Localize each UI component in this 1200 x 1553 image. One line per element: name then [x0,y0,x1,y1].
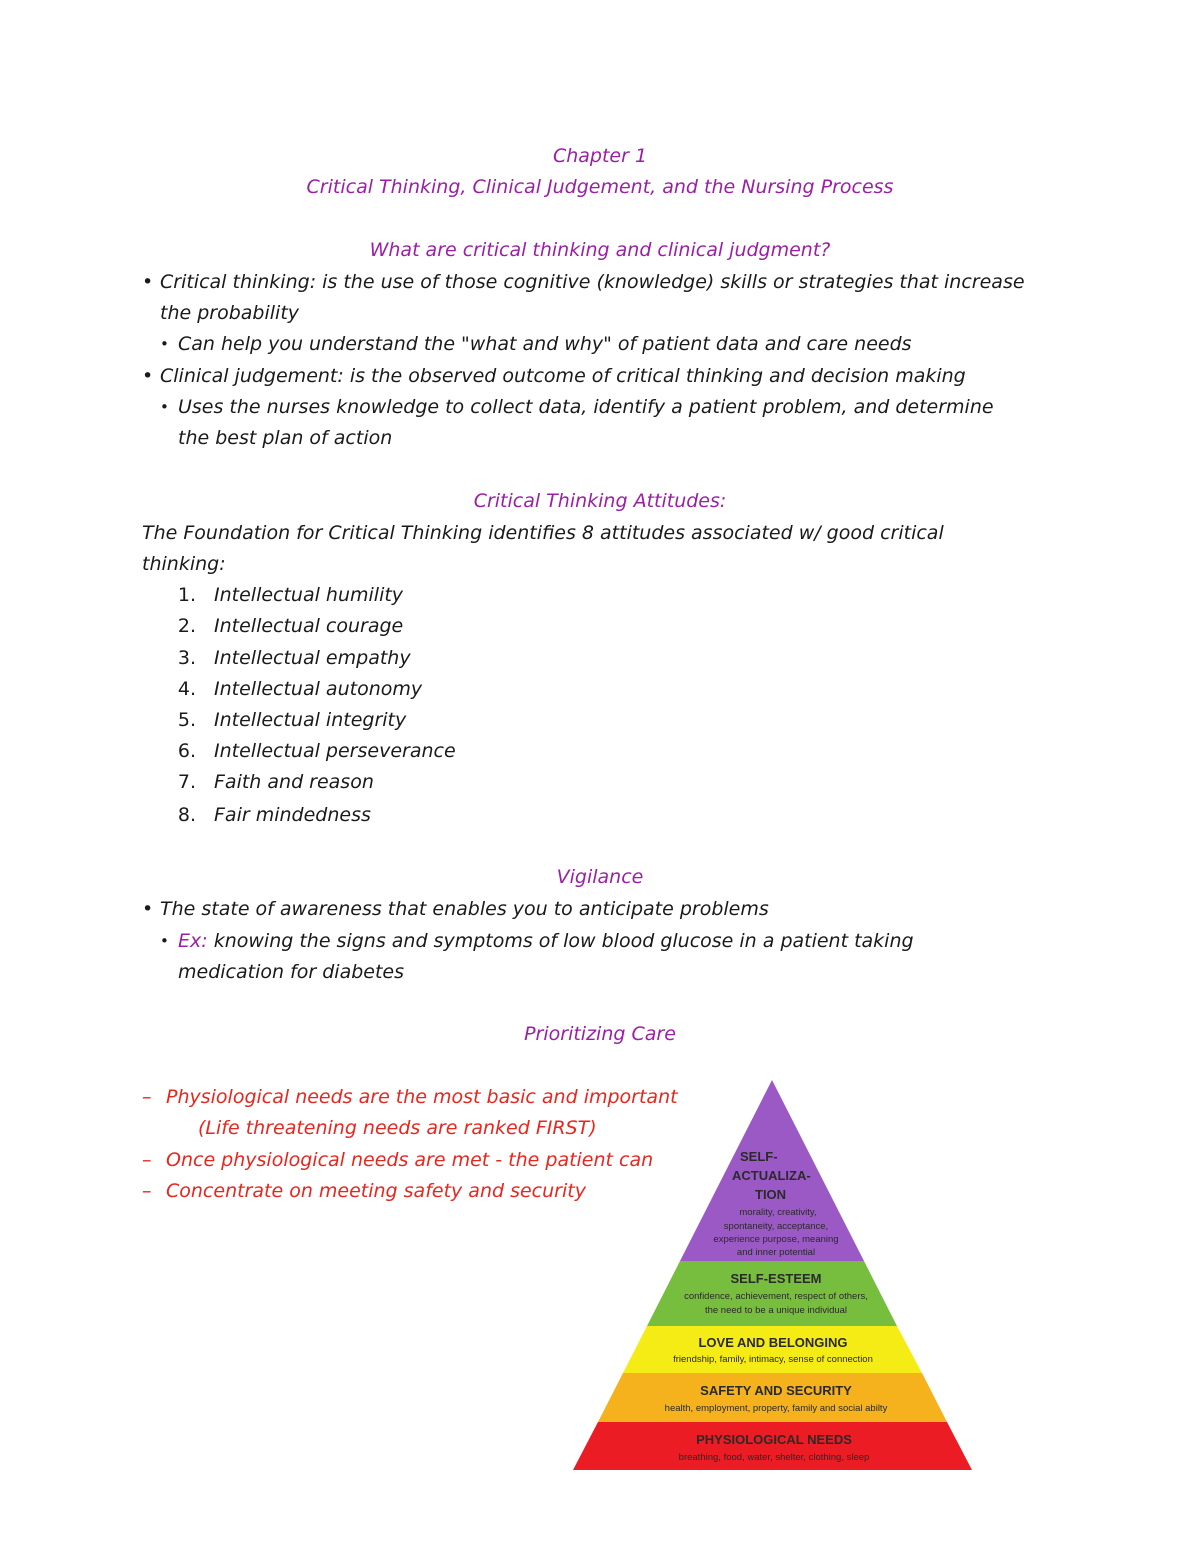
list-number: 1. [177,584,196,606]
physiological-desc: breathing, food, water, shelter, clothing, sleep [678,1452,870,1463]
vigilance-example [178,926,914,956]
example-label: Ex: [178,930,208,952]
example-text: knowing the signs and symptoms of low blood glucose in a patient taking [213,930,914,952]
priority-point-1: Physiological needs are the most basic and important [166,1086,678,1108]
list-item: Intellectual empathy [214,647,411,669]
list-number: 7. [177,771,196,793]
dash-marker: – [142,1149,152,1171]
list-item: Intellectual autonomy [214,678,423,700]
self-actualization-title-2: ACTUALIZA- [732,1168,811,1183]
dash-marker: – [142,1086,152,1108]
sub-bullet-dot: • [160,932,169,950]
section-heading-vigilance: Vigilance [556,866,644,888]
list-item: Intellectual humility [214,584,404,606]
self-esteem-title: SELF-ESTEEM [730,1271,822,1286]
vigilance-example-cont: medication for diabetes [178,961,404,983]
safety-security-title: SAFETY AND SECURITY [700,1383,852,1398]
priority-point-1-cont: (Life threatening needs are ranked FIRST) [198,1117,597,1139]
list-number: 6. [177,740,196,762]
priority-point-2: Once physiological needs are met - the patient can [166,1149,654,1171]
attitudes-intro: The Foundation for Critical Thinking identifies 8 attitudes associated w/ good critical [142,522,944,544]
safety-security-desc: health, employment, property, family and social abilty [664,1403,888,1414]
dash-marker: – [142,1180,152,1202]
clinical-judgement-sub-point-cont: the best plan of action [178,427,393,449]
self-esteem-desc-2: the need to be a unique individual [704,1305,848,1316]
list-number: 2. [177,615,196,637]
love-belonging-title: LOVE AND BELONGING [698,1335,848,1350]
priority-point-3: Concentrate on meeting safety and security [166,1180,586,1202]
self-esteem-desc-1: confidence, achievement, respect of others, [684,1291,868,1302]
maslow-pyramid [570,1075,975,1475]
list-item: Faith and reason [214,771,374,793]
critical-thinking-definition-cont: the probability [160,302,300,324]
critical-thinking-definition: Critical thinking: is the use of those cognitive (knowledge) skills or strategies that increase [160,271,1025,293]
bullet-dot: • [142,271,154,293]
physiological-title: PHYSIOLOGICAL NEEDS [696,1432,852,1447]
list-item: Intellectual perseverance [214,740,456,762]
section-heading-critical-thinking: What are critical thinking and clinical judgment? [369,239,831,261]
list-number: 3. [177,647,196,669]
list-item: Intellectual integrity [214,709,407,731]
clinical-judgement-definition: Clinical judgement: is the observed outcome of critical thinking and decision making [160,365,966,387]
self-actualization-desc-2: spontaneity, acceptance, [723,1221,829,1232]
vigilance-definition: The state of awareness that enables you to anticipate problems [160,898,769,920]
list-item: Intellectual courage [214,615,404,637]
critical-thinking-sub-point: Can help you understand the "what and why" of patient data and care needs [178,333,912,355]
section-heading-attitudes: Critical Thinking Attitudes: [473,490,727,512]
chapter-label: Chapter 1 [552,145,648,167]
self-actualization-desc-3: experience purpose, meaning [713,1234,839,1245]
attitudes-intro-cont: thinking: [142,553,226,575]
self-actualization-desc-1: morality, creativity, [739,1207,817,1218]
list-number: 8. [177,804,196,826]
self-actualization-title-1: SELF- [740,1149,778,1164]
chapter-title: Critical Thinking, Clinical Judgement, and the Nursing Process [306,176,894,198]
love-belonging-desc: friendship, family, intimacy, sense of connection [673,1354,873,1365]
sub-bullet-dot: • [160,398,169,416]
bullet-dot: • [142,898,154,920]
bullet-dot: • [142,365,154,387]
self-actualization-title-3: TION [755,1187,787,1202]
section-heading-prioritizing: Prioritizing Care [524,1023,676,1045]
sub-bullet-dot: • [160,335,169,353]
list-item: Fair mindedness [214,804,371,826]
clinical-judgement-sub-point: Uses the nurses knowledge to collect data, identify a patient problem, and determine [178,396,994,418]
list-number: 5. [177,709,196,731]
self-actualization-desc-4: and inner potential [736,1247,816,1258]
list-number: 4. [177,678,196,700]
